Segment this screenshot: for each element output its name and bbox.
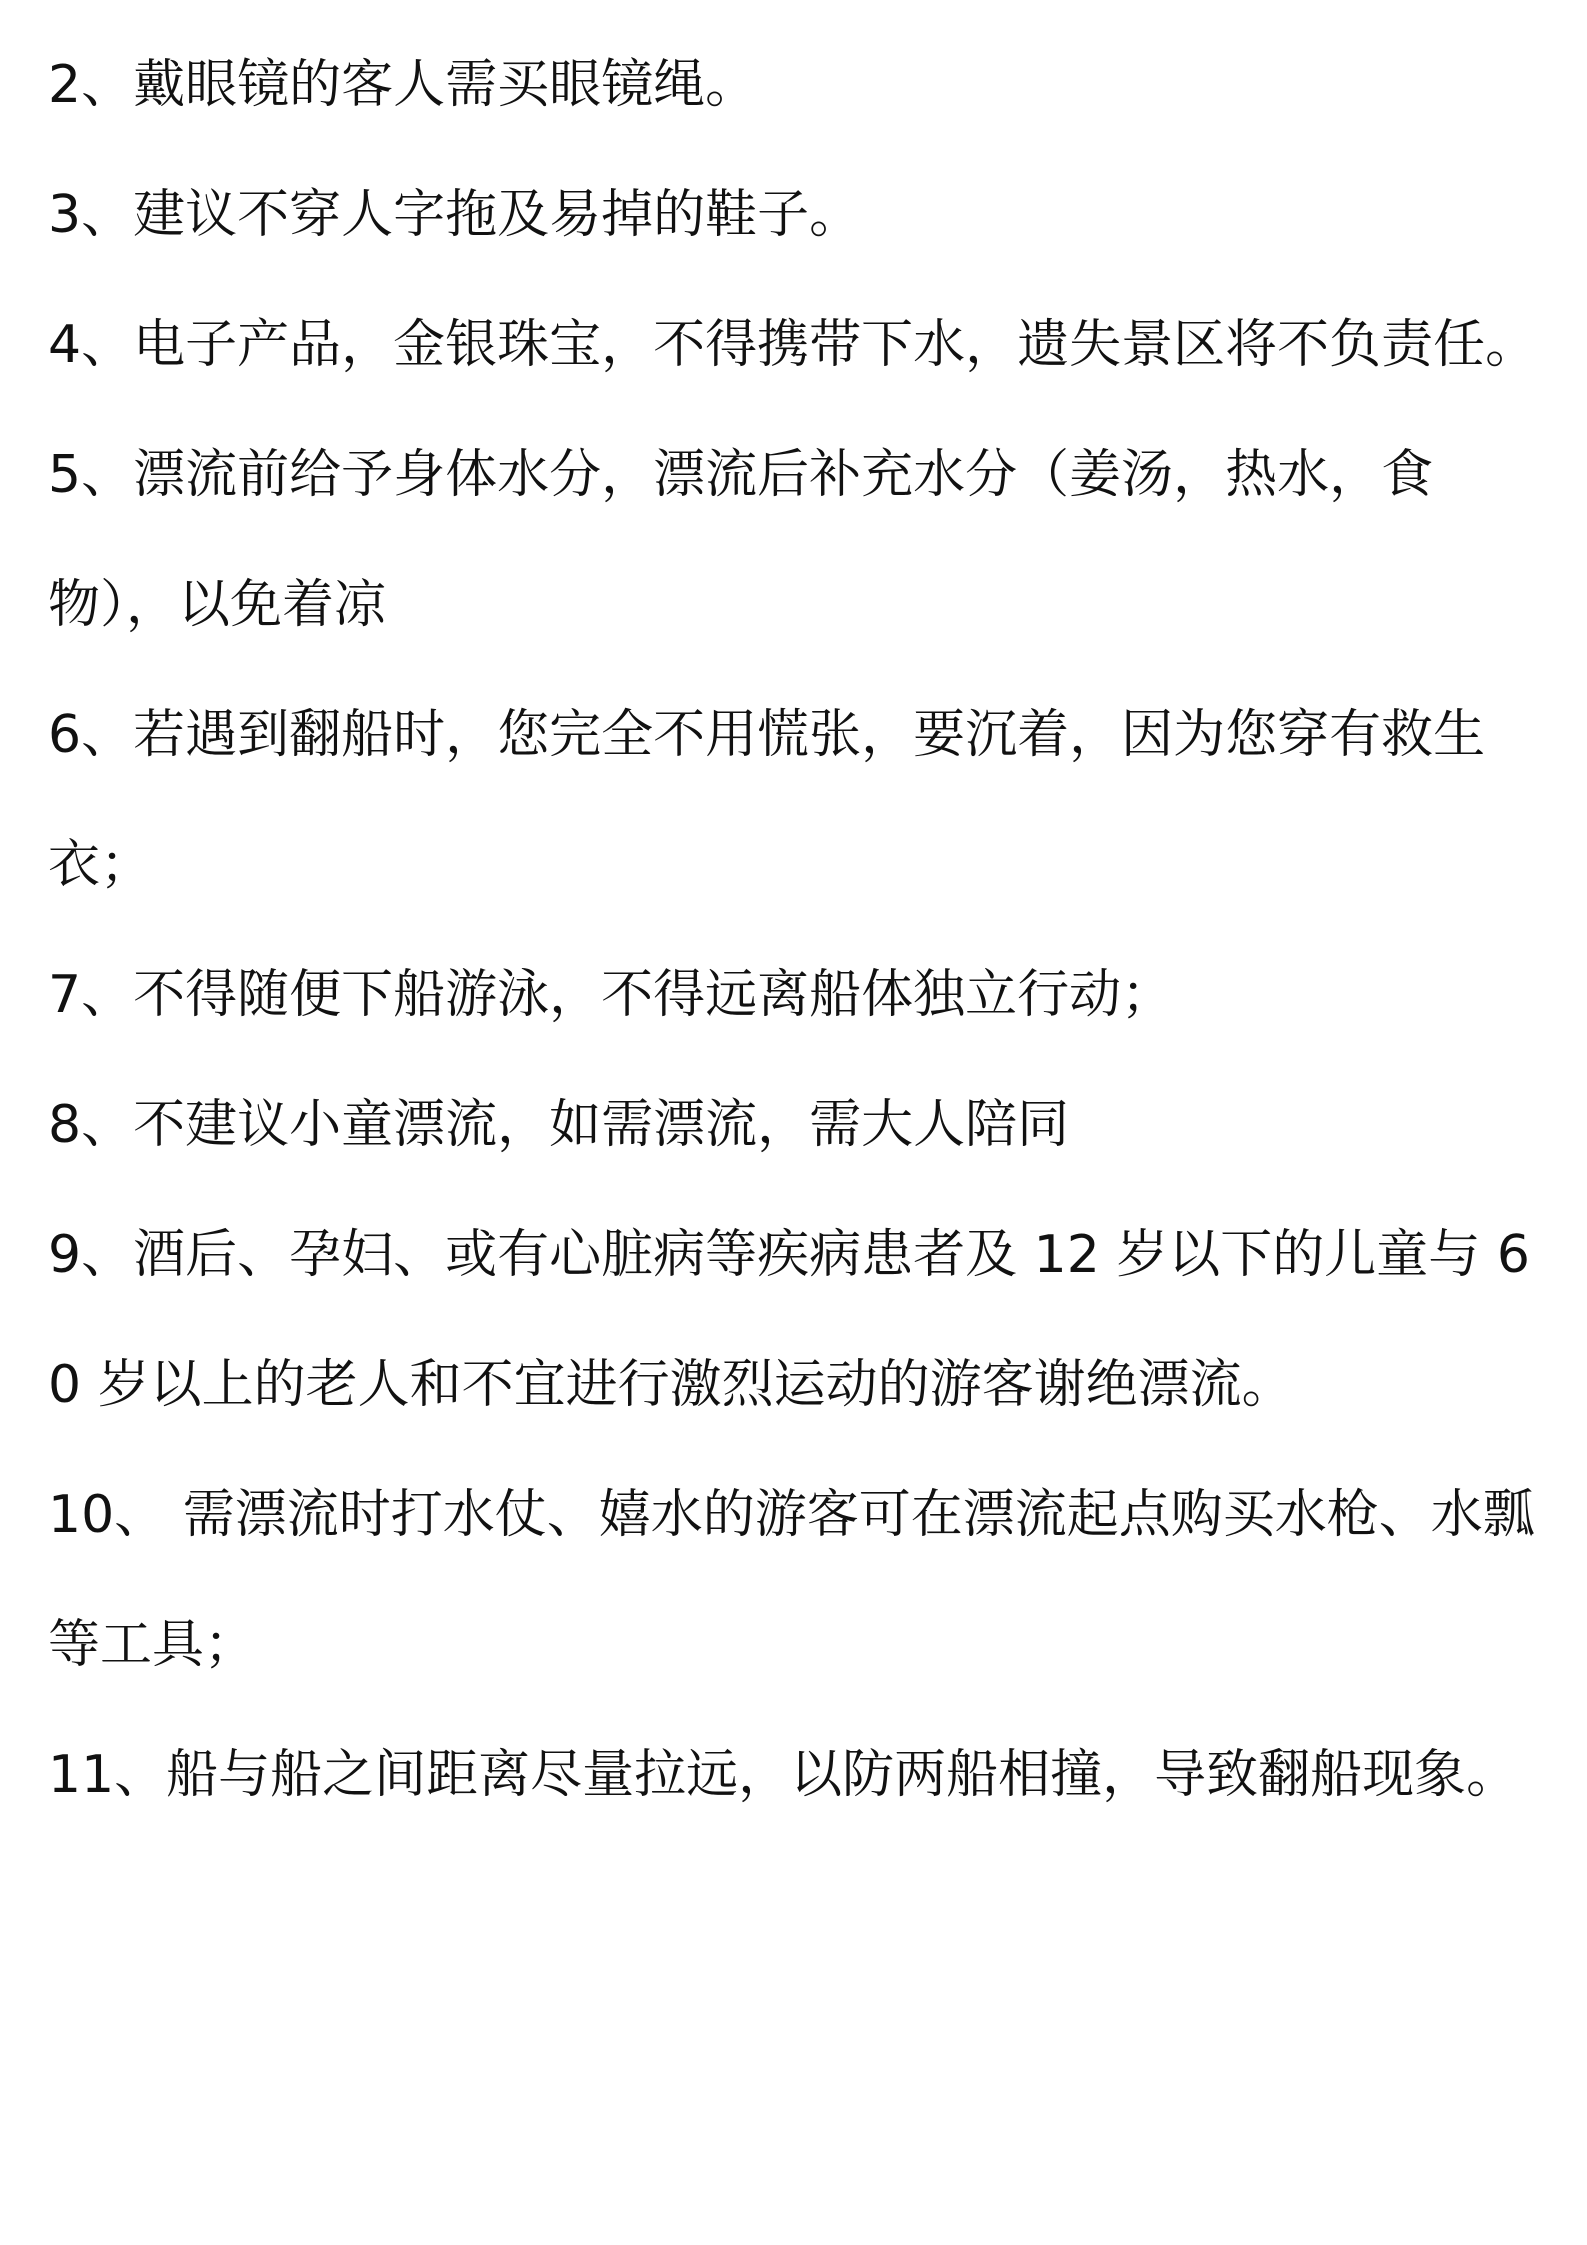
- notice-item-text: 3、建议不穿人字拖及易掉的鞋子。: [48, 185, 862, 245]
- notice-item-text: 6、若遇到翻船时，您完全不用慌张，要沉着，因为您穿有救生衣；: [48, 705, 1486, 895]
- notice-item-2: [48, 20, 1559, 150]
- notice-item-5: [48, 410, 1559, 670]
- notice-item-7: [48, 930, 1559, 1060]
- notice-item-text: 11、船与船之间距离尽量拉远，以防两船相撞，导致翻船现象。: [48, 1745, 1519, 1805]
- rafting-notice-list: [48, 20, 1559, 1840]
- notice-item-text: 8、不建议小童漂流，如需漂流，需大人陪同: [48, 1095, 1070, 1155]
- notice-item-10: [48, 1450, 1559, 1710]
- notice-item-text: 2、戴眼镜的客人需买眼镜绳。: [48, 55, 758, 115]
- notice-item-6: [48, 670, 1559, 930]
- notice-item-text: 5、漂流前给予身体水分，漂流后补充水分（姜汤，热水，食物），以免着凉: [48, 445, 1434, 635]
- notice-item-text: 9、酒后、孕妇、或有心脏病等疾病患者及 12 岁以下的儿童与 60 岁以上的老人和不宜进行激烈运动的游客谢绝漂流。: [48, 1225, 1530, 1415]
- notice-item-text: 7、不得随便下船游泳，不得远离船体独立行动；: [48, 965, 1174, 1025]
- notice-item-11: [48, 1710, 1559, 1840]
- notice-item-3: [48, 150, 1559, 280]
- notice-item-text: 10、 需漂流时打水仗、嬉水的游客可在漂流起点购买水枪、水瓢等工具；: [48, 1485, 1535, 1675]
- notice-item-text: 4、电子产品，金银珠宝，不得携带下水，遗失景区将不负责任。: [48, 315, 1538, 375]
- notice-item-4: [48, 280, 1559, 410]
- notice-item-9: [48, 1190, 1559, 1450]
- notice-item-8: [48, 1060, 1559, 1190]
